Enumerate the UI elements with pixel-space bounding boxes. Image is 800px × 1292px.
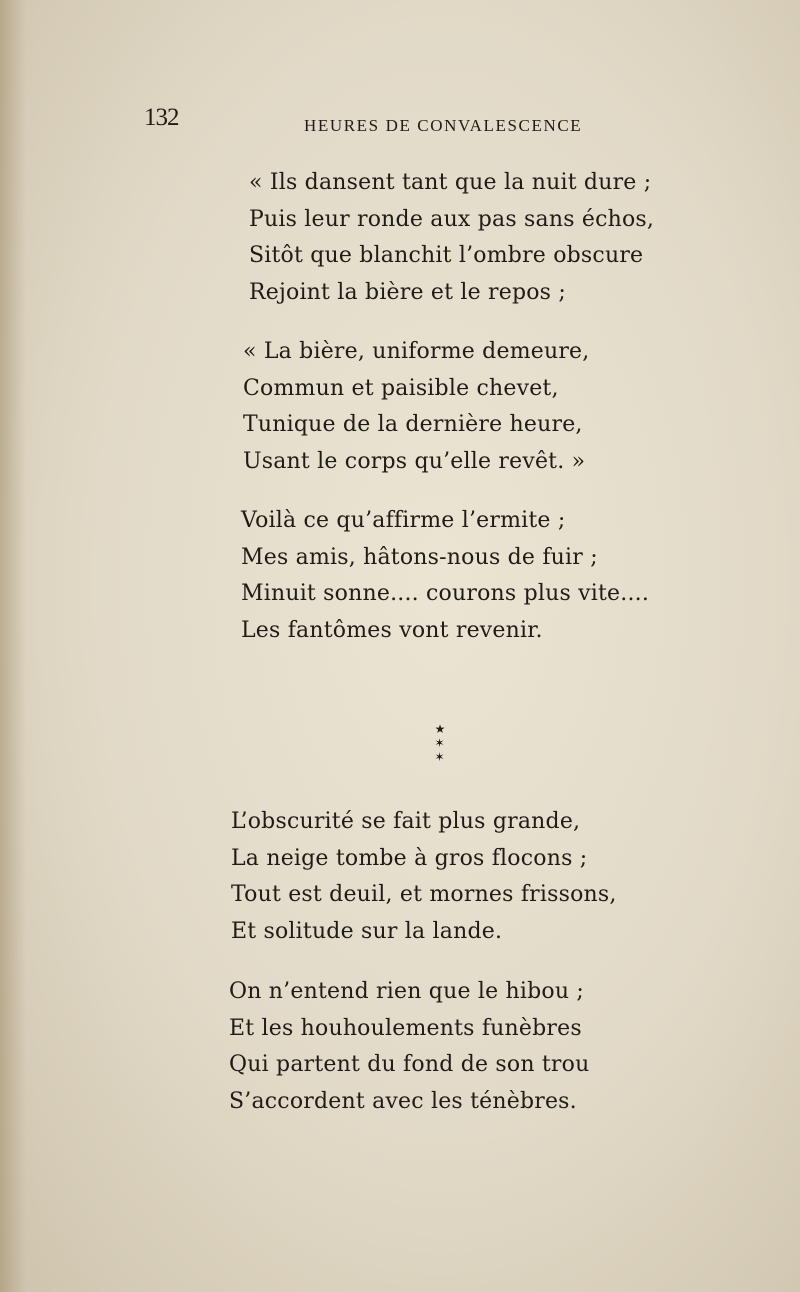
verse-line: Et solitude sur la lande. xyxy=(231,918,503,944)
verse-line: Sitôt que blanchit l’ombre obscure xyxy=(249,243,644,268)
verse-line: On n’entend rien que le hibou ; xyxy=(229,979,585,1004)
page-number: 132 xyxy=(144,104,179,131)
star-icon: ★ xyxy=(434,722,446,736)
verse-line: Usant le corps qu’elle revêt. » xyxy=(243,448,586,474)
verse-line: Et les houhoulements funèbres xyxy=(229,1015,582,1041)
asterism-separator xyxy=(420,722,460,762)
verse-line: Commun et paisible chevet, xyxy=(243,375,559,401)
verse-line: Les fantômes vont revenir. xyxy=(241,617,543,643)
verse-line: « La bière, uniforme demeure, xyxy=(243,339,590,364)
running-title: HEURES DE CONVALESCENCE xyxy=(304,116,583,135)
verse-line: Tunique de la dernière heure, xyxy=(243,412,583,437)
verse-line: L’obscurité se fait plus grande, xyxy=(231,809,581,834)
stanza xyxy=(231,804,617,950)
verse-line: Minuit sonne.... courons plus vite.... xyxy=(241,581,650,606)
verse-line: La neige tombe à gros flocons ; xyxy=(231,845,588,871)
stanza xyxy=(243,334,589,480)
verse-line: Puis leur ronde aux pas sans échos, xyxy=(249,206,655,232)
verse-line: Rejoint la bière et le repos ; xyxy=(249,279,566,305)
stanza xyxy=(229,974,589,1120)
verse-line: Mes amis, hâtons-nous de fuir ; xyxy=(241,544,598,570)
spine-shadow xyxy=(0,0,26,1292)
verse-line: Tout est deuil, et mornes frissons, xyxy=(231,882,617,907)
verse-line: Qui partent du fond de son trou xyxy=(229,1052,590,1077)
verse-line: « Ils dansent tant que la nuit dure ; xyxy=(249,170,652,195)
stanza xyxy=(241,503,649,649)
stanza xyxy=(249,165,654,311)
verse-line: S’accordent avec les ténèbres. xyxy=(229,1088,577,1114)
verse-line: Voilà ce qu’affirme l’ermite ; xyxy=(241,508,566,533)
star-pair-icon: ✶ ✶ xyxy=(434,736,452,764)
